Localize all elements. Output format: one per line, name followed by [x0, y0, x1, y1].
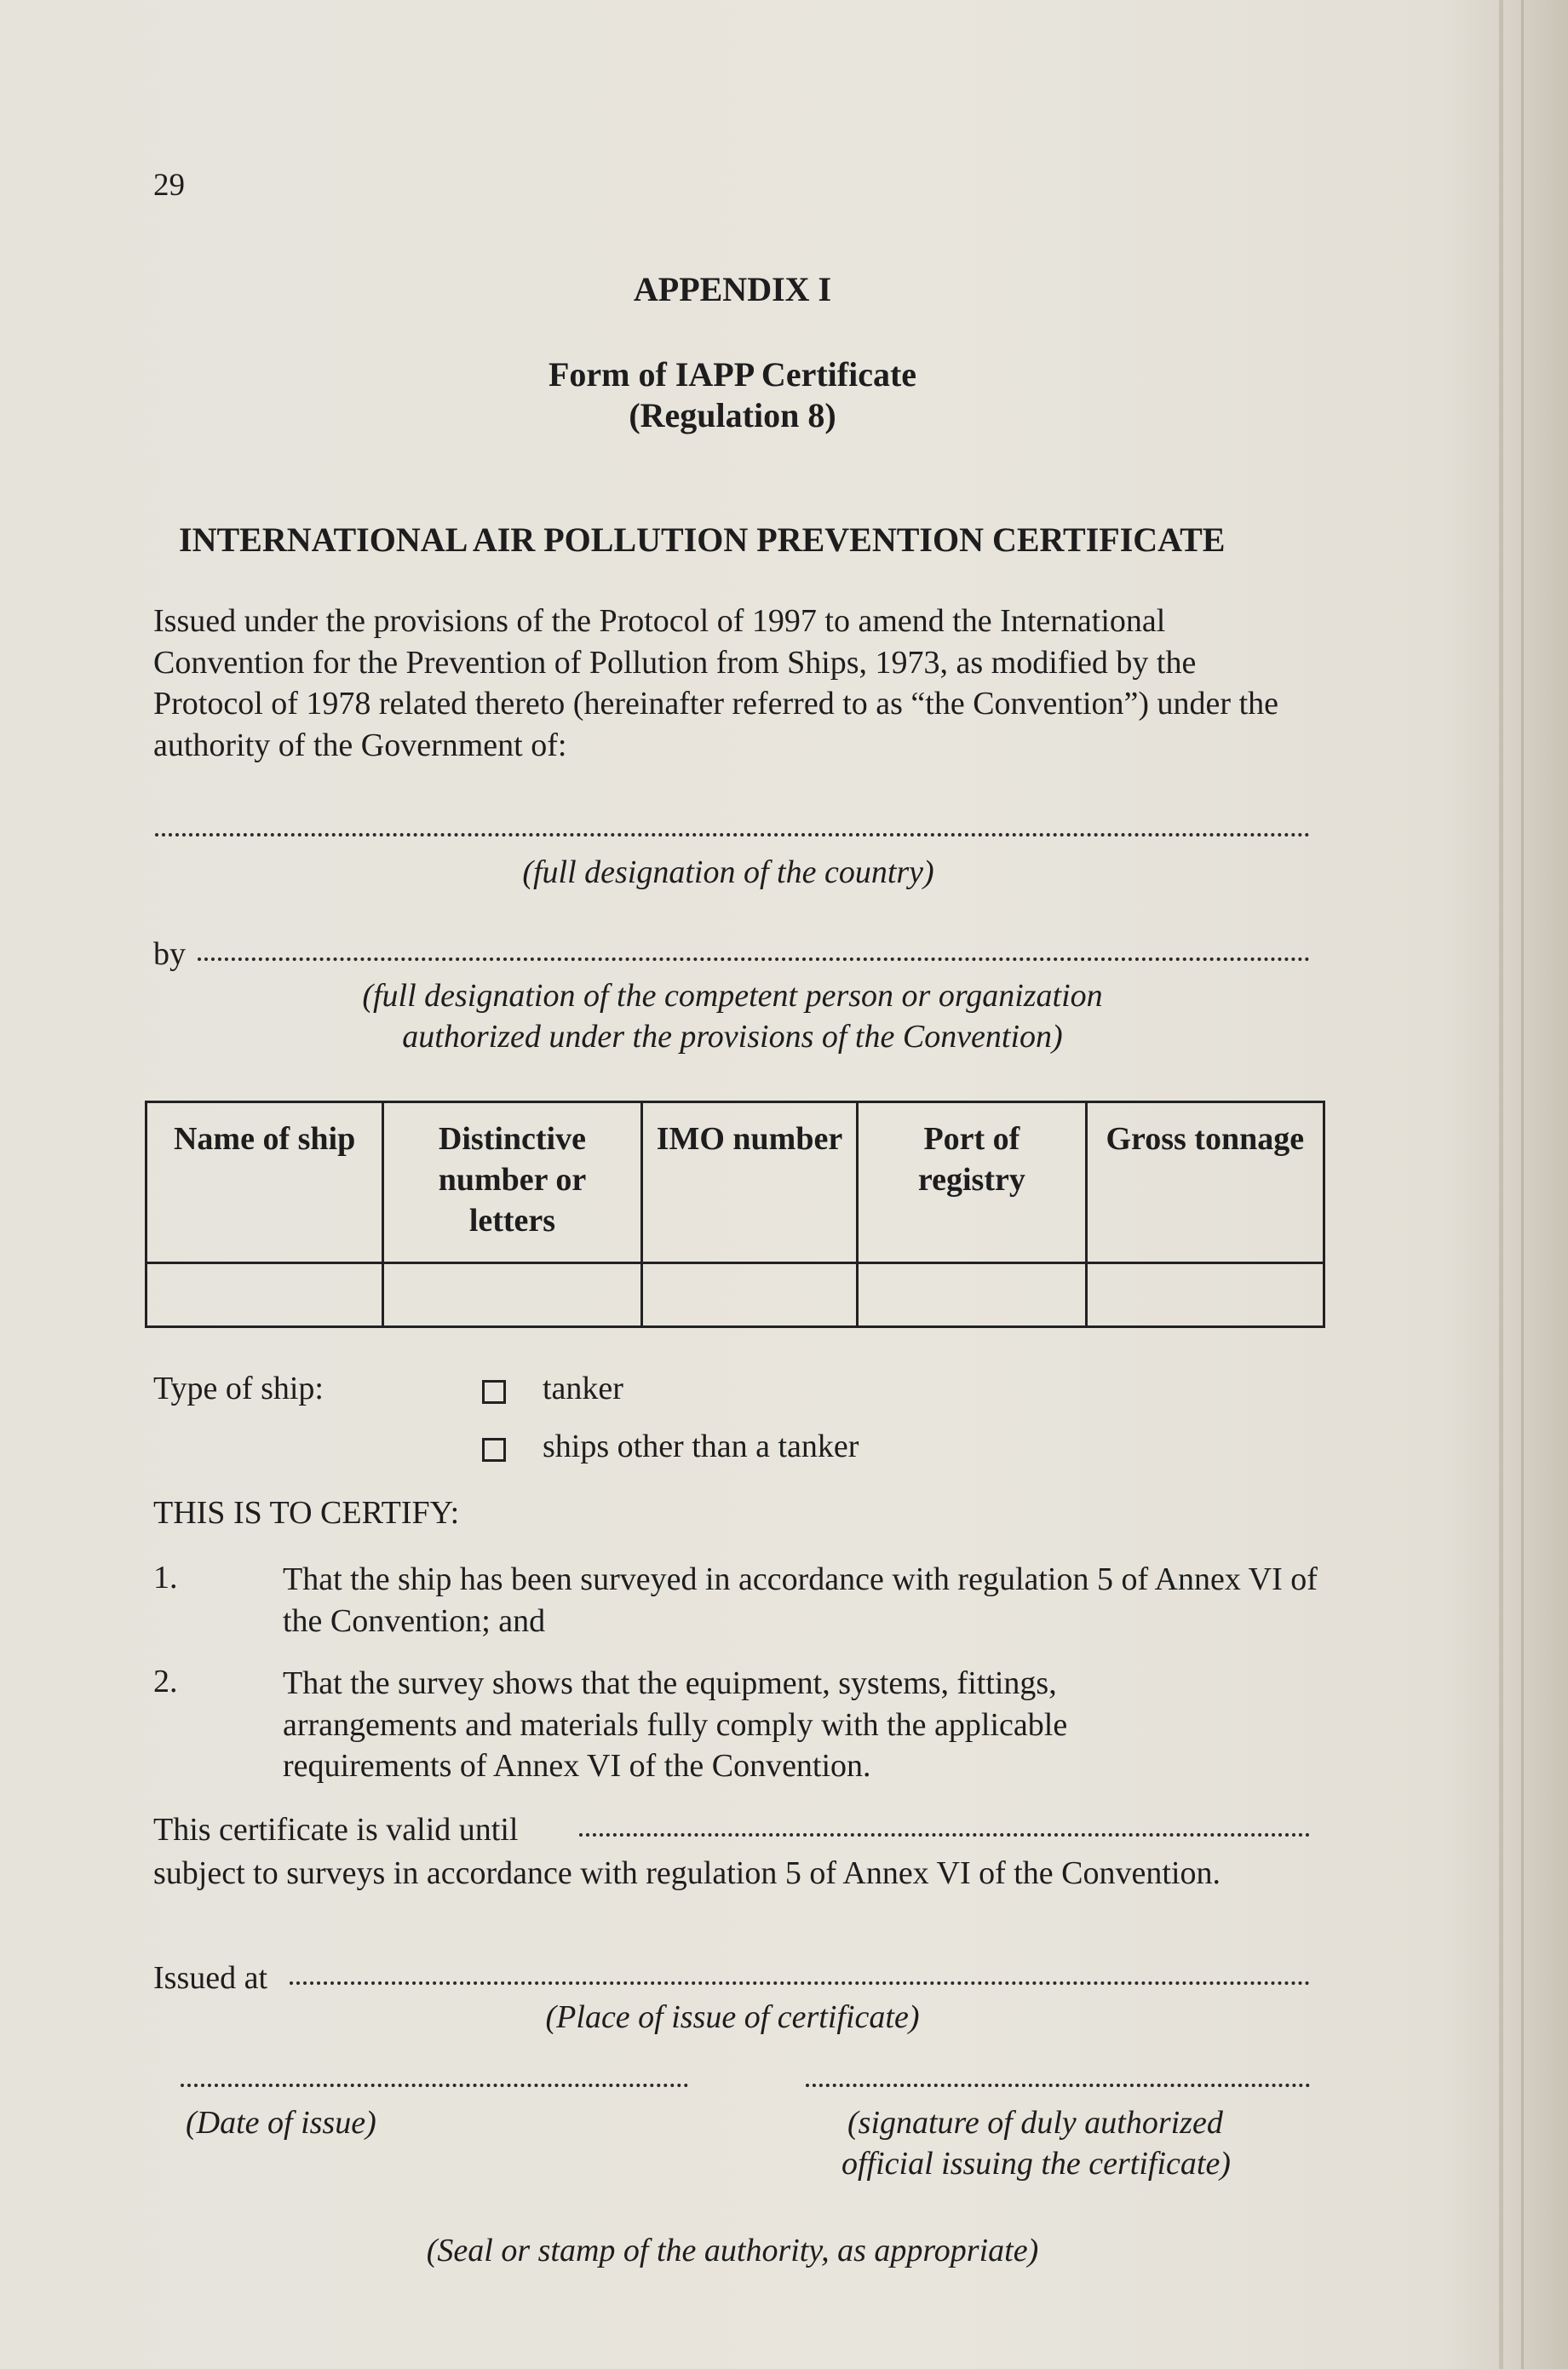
certify-item-text: That the survey shows that the equipment, systems, fittings, arrangements and materials fully comply with the applicable requirements of Annex VI of the Convention.: [283, 1665, 1068, 1784]
header-distinctive-number: Distinctive number or letters: [383, 1102, 641, 1263]
country-caption: (full designation of the country): [522, 854, 934, 890]
signature-field[interactable]: [806, 2084, 1310, 2087]
cell-name-of-ship[interactable]: [146, 1263, 383, 1327]
valid-until-label: This certificate is valid until: [153, 1812, 519, 1848]
header-name-of-ship: Name of ship: [146, 1102, 383, 1263]
form-title: Form of IAPP Certificate: [548, 355, 917, 394]
type-of-ship-label: Type of ship:: [153, 1371, 324, 1406]
intro-paragraph: Issued under the provisions of the Protocol of 1997 to amend the International Convention for the Prevention of Pollution from Ships, 1973, as modified by the Protocol of 1978 related thereto (hereinafter referred to as “the Convention”) under the authority of the Government of:: [153, 603, 1279, 763]
signature-caption-line1: (signature of duly authorized: [847, 2105, 1223, 2141]
organization-caption-line2: authorized under the provisions of the Convention): [402, 1019, 1063, 1055]
other-ship-option-label: ships other than a tanker: [543, 1429, 859, 1464]
book-edge-line: [1521, 0, 1524, 2369]
header-imo-number: IMO number: [641, 1102, 858, 1263]
cell-port-of-registry[interactable]: [858, 1263, 1086, 1327]
signature-caption-line2: official issuing the certificate): [841, 2146, 1231, 2182]
certify-item-text: That the ship has been surveyed in accordance with regulation 5 of Annex VI of the Convention; and: [283, 1561, 1318, 1639]
date-of-issue-field[interactable]: [181, 2084, 688, 2087]
issued-at-field[interactable]: [290, 1981, 1310, 1985]
other-ship-checkbox[interactable]: [482, 1438, 506, 1462]
issued-at-label: Issued at: [153, 1960, 268, 1996]
survey-condition-text: subject to surveys in accordance with regulation 5 of Annex VI of the Convention.: [153, 1855, 1221, 1891]
date-caption: (Date of issue): [186, 2105, 376, 2141]
table-header-row: [146, 1102, 1324, 1263]
form-regulation: (Regulation 8): [629, 396, 836, 434]
appendix-heading: APPENDIX I: [633, 270, 832, 308]
place-caption: (Place of issue of certificate): [545, 1999, 920, 2035]
organization-field[interactable]: [198, 957, 1310, 961]
cell-distinctive-number[interactable]: [383, 1263, 641, 1327]
country-field[interactable]: [155, 833, 1310, 837]
cell-gross-tonnage[interactable]: [1086, 1263, 1324, 1327]
cell-imo-number[interactable]: [641, 1263, 858, 1327]
seal-caption: (Seal or stamp of the authority, as appropriate): [426, 2233, 1039, 2268]
table-row: [146, 1263, 1324, 1327]
book-spine-shadow: [1499, 0, 1503, 2369]
by-label: by: [153, 936, 186, 972]
tanker-option-label: tanker: [543, 1371, 623, 1406]
certify-item-number: 2.: [153, 1664, 178, 1699]
certify-heading: THIS IS TO CERTIFY:: [153, 1495, 460, 1531]
certify-item-number: 1.: [153, 1560, 178, 1596]
header-gross-tonnage: Gross tonnage: [1086, 1102, 1324, 1263]
ship-particulars-table: [145, 1101, 1325, 1328]
tanker-checkbox[interactable]: [482, 1380, 506, 1404]
organization-caption-line1: (full designation of the competent person or organization: [362, 978, 1103, 1014]
header-port-of-registry: Port of registry: [858, 1102, 1086, 1263]
certificate-title: INTERNATIONAL AIR POLLUTION PREVENTION CERTIFICATE: [179, 520, 1226, 559]
valid-until-field[interactable]: [579, 1833, 1310, 1837]
page-number: 29: [153, 168, 185, 203]
